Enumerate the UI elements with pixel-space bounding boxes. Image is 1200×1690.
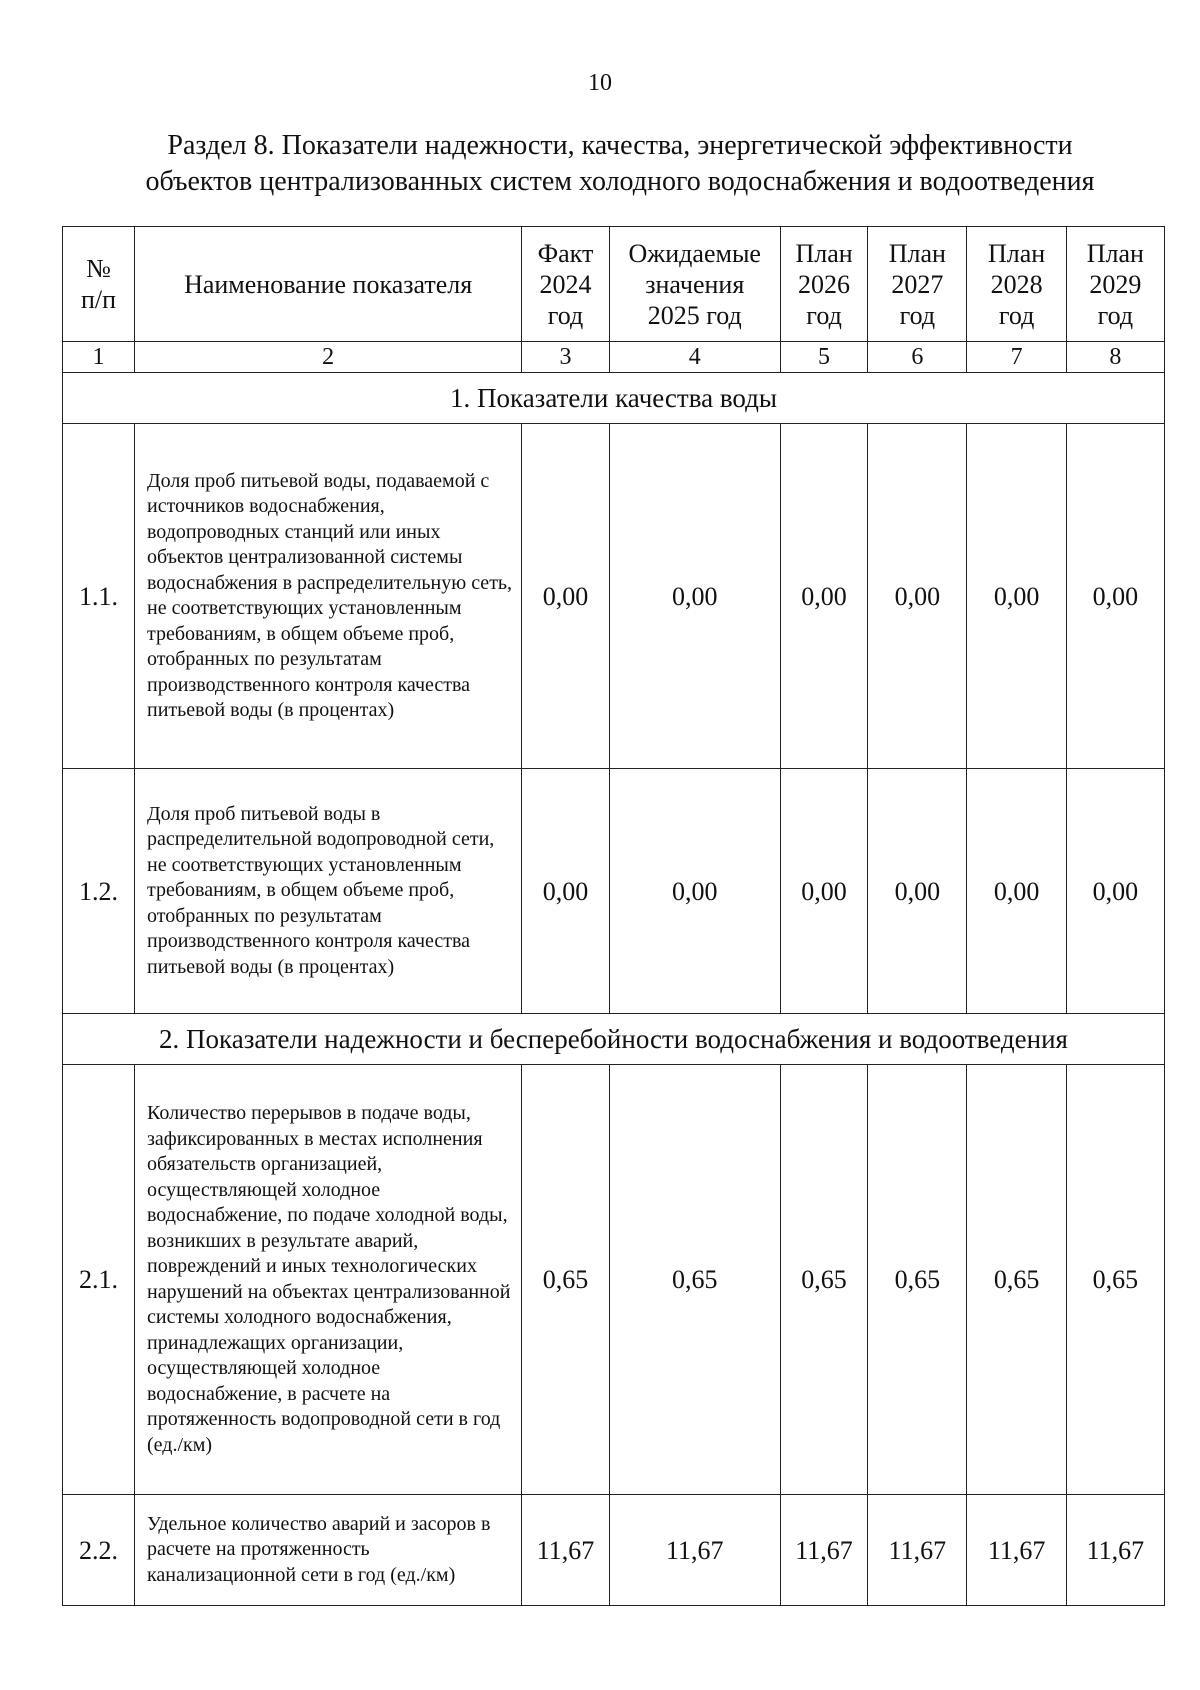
indicator-name: Доля проб питьевой воды в распределительной водопроводной сети, не соответствующих установленным требованиям, в общем объеме проб, отобранных по результатам производственного контроля качества питьевой воды (в процентах)	[135, 769, 522, 1014]
value-cell: 0,00	[967, 424, 1066, 769]
section-heading-row	[63, 1014, 1165, 1065]
table-header-row	[63, 227, 1165, 342]
section-title-line-1: Раздел 8. Показатели надежности, качества, энергетической эффективности	[167, 130, 1073, 161]
row-number: 1.2.	[63, 769, 135, 1014]
value-cell: 0,65	[609, 1065, 780, 1495]
value-cell: 11,67	[780, 1495, 867, 1606]
section-heading-row	[63, 373, 1165, 424]
section-title	[60, 128, 1180, 200]
value-cell: 0,65	[1066, 1065, 1164, 1495]
section-heading-reliability: 2. Показатели надежности и бесперебойности водоснабжения и водоотведения	[63, 1014, 1165, 1065]
value-cell: 0,00	[780, 424, 867, 769]
value-cell: 11,67	[609, 1495, 780, 1606]
column-number: 7	[967, 342, 1066, 373]
header-number: № п/п	[63, 227, 135, 342]
value-cell: 0,65	[522, 1065, 609, 1495]
header-plan-2028: План 2028 год	[967, 227, 1066, 342]
value-cell: 0,00	[609, 769, 780, 1014]
section-title-line-2: объектов централизованных систем холодного водоснабжения и водоотведения	[145, 166, 1095, 197]
table-row	[63, 769, 1165, 1014]
value-cell: 11,67	[868, 1495, 967, 1606]
value-cell: 0,00	[522, 424, 609, 769]
value-cell: 0,65	[780, 1065, 867, 1495]
header-plan-2027: План 2027 год	[868, 227, 967, 342]
value-cell: 0,00	[780, 769, 867, 1014]
header-expected-2025: Ожидаемые значения 2025 год	[609, 227, 780, 342]
value-cell: 0,00	[967, 769, 1066, 1014]
column-number: 8	[1066, 342, 1164, 373]
value-cell: 0,00	[1066, 424, 1164, 769]
column-number: 5	[780, 342, 867, 373]
section-heading-water-quality: 1. Показатели качества воды	[63, 373, 1165, 424]
value-cell: 0,00	[609, 424, 780, 769]
indicator-name: Доля проб питьевой воды, подаваемой с источников водоснабжения, водопроводных станций или иных объектов централизованной системы водоснабжения в распределительную сеть, не соответствующих установленным требованиям, в общем объеме проб, отобранных по результатам производственного контроля качества питьевой воды (в процентах)	[135, 424, 522, 769]
indicators-table	[62, 226, 1165, 1606]
row-number: 2.1.	[63, 1065, 135, 1495]
value-cell: 0,00	[1066, 769, 1164, 1014]
column-number: 1	[63, 342, 135, 373]
table-row	[63, 1495, 1165, 1606]
value-cell: 11,67	[522, 1495, 609, 1606]
value-cell: 0,00	[522, 769, 609, 1014]
indicator-name: Количество перерывов в подаче воды, зафиксированных в местах исполнения обязательств организацией, осуществляющей холодное водоснабжение, по подаче холодной воды, возникших в результате аварий, повреждений и иных технологических нарушений на объектах централизованной системы холодного водоснабжения, принадлежащих организации, осуществляющей холодное водоснабжение, в расчете на протяженность водопроводной сети в год (ед./км)	[135, 1065, 522, 1495]
column-number: 2	[135, 342, 522, 373]
page-number: 10	[588, 70, 612, 96]
value-cell: 0,00	[868, 424, 967, 769]
value-cell: 0,65	[868, 1065, 967, 1495]
column-number-row	[63, 342, 1165, 373]
value-cell: 11,67	[967, 1495, 1066, 1606]
value-cell: 0,65	[967, 1065, 1066, 1495]
header-indicator-name: Наименование показателя	[135, 227, 522, 342]
table-row	[63, 424, 1165, 769]
header-plan-2026: План 2026 год	[780, 227, 867, 342]
column-number: 4	[609, 342, 780, 373]
indicator-name: Удельное количество аварий и засоров в расчете на протяженность канализационной сети в год (ед./км)	[135, 1495, 522, 1606]
column-number: 6	[868, 342, 967, 373]
value-cell: 0,00	[868, 769, 967, 1014]
table-row	[63, 1065, 1165, 1495]
header-plan-2029: План 2029 год	[1066, 227, 1164, 342]
row-number: 1.1.	[63, 424, 135, 769]
header-fact-2024: Факт 2024 год	[522, 227, 609, 342]
row-number: 2.2.	[63, 1495, 135, 1606]
column-number: 3	[522, 342, 609, 373]
value-cell: 11,67	[1066, 1495, 1164, 1606]
